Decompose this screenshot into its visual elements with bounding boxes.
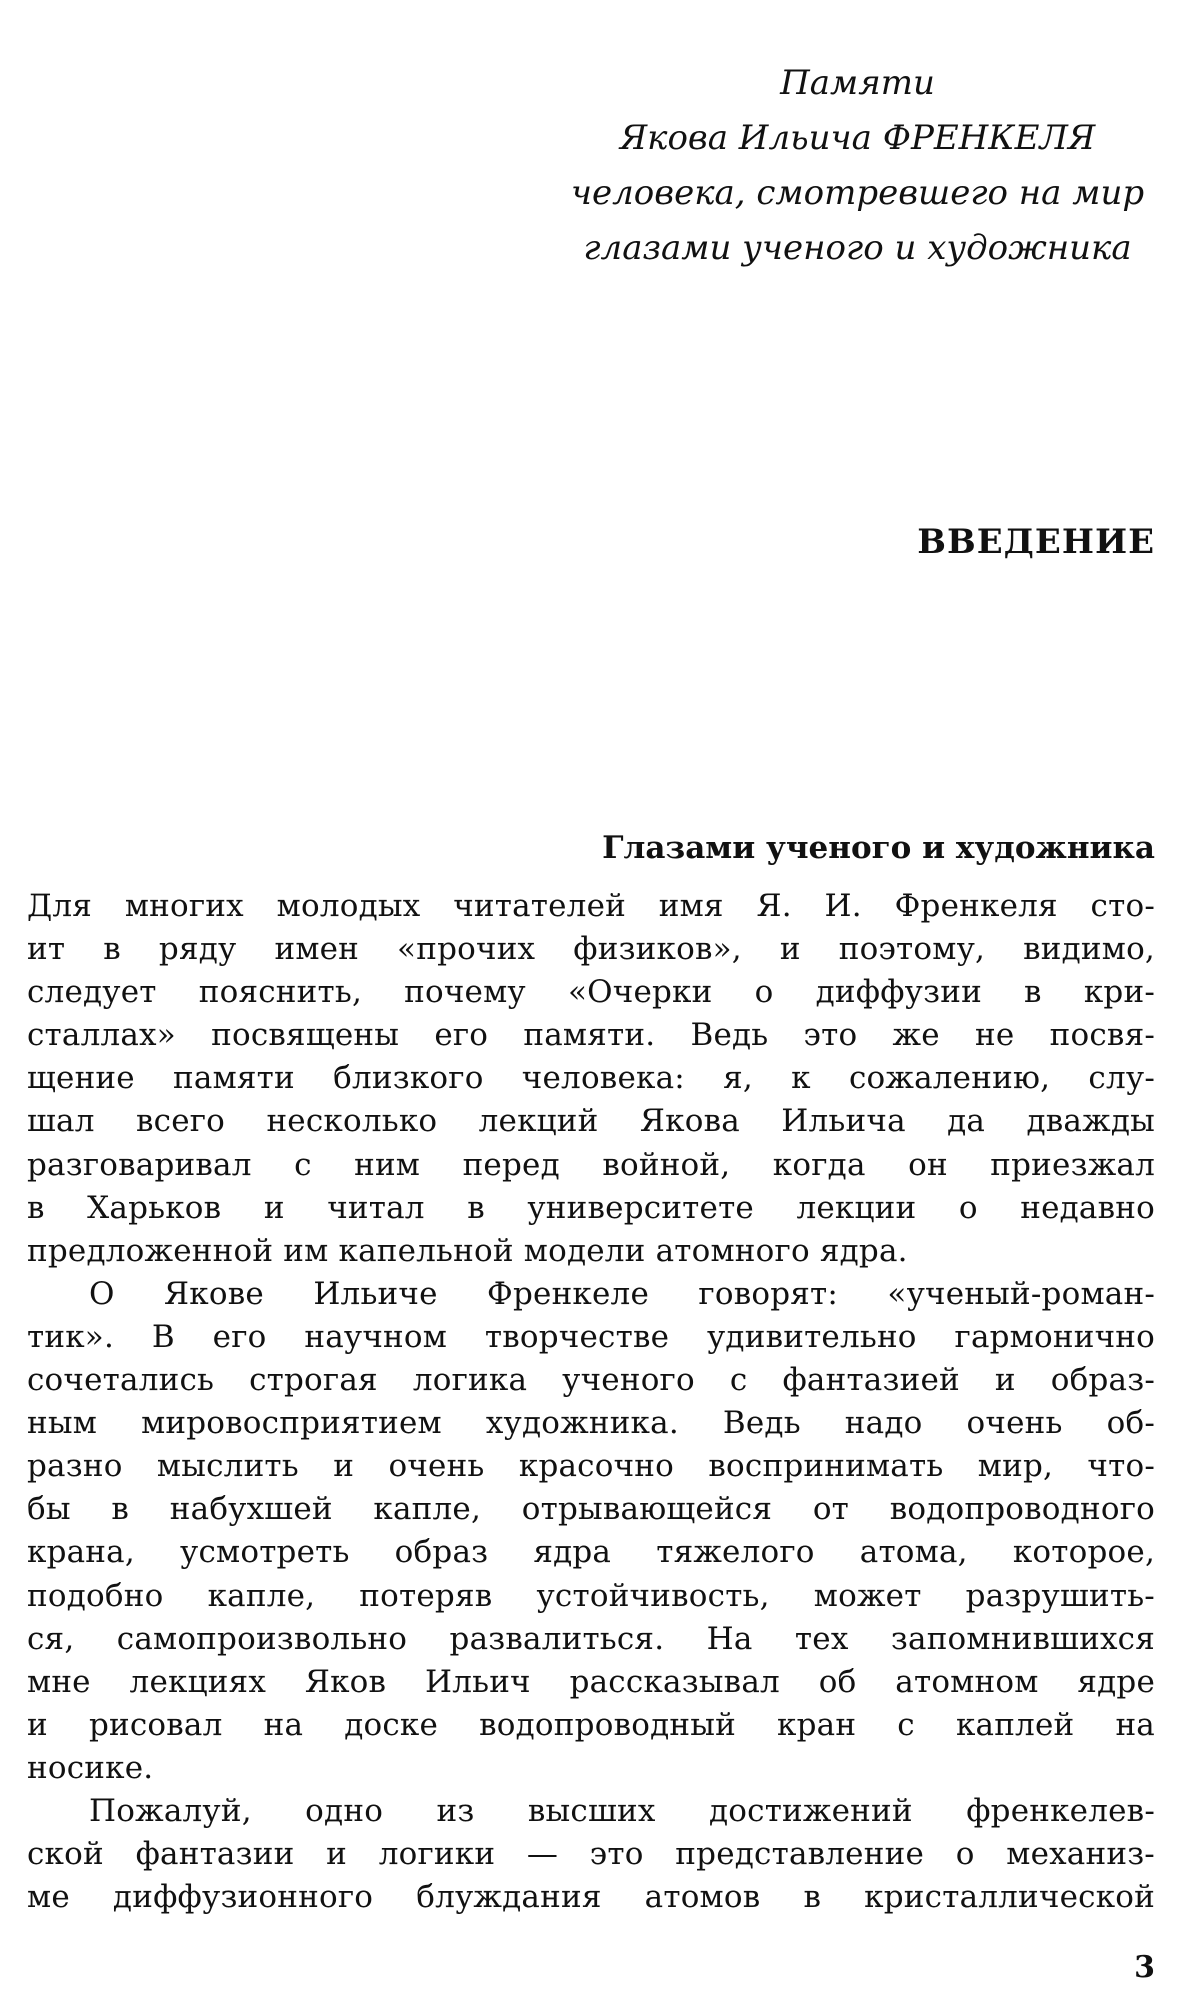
section-title: Глазами ученого и художника <box>602 830 1155 866</box>
text-line: подобно капле, потеряв устойчивость, может разрушить- <box>27 1577 1155 1614</box>
dedication-line: Памяти <box>780 63 935 103</box>
text-line: ме диффузионного блуждания атомов в кристаллической <box>27 1879 1155 1916</box>
dedication-line: Якова Ильича ФРЕНКЕЛЯ <box>619 118 1096 158</box>
text-line: ит в ряду имен «прочих физиков», и поэтому, видимо, <box>27 931 1155 968</box>
dedication-epigraph <box>560 56 1155 276</box>
chapter-title: ВВЕДЕНИЕ <box>917 522 1155 562</box>
dedication-line: глазами ученого и художника <box>583 228 1132 268</box>
text-line: следует пояснить, почему «Очерки о диффузии в кри- <box>27 974 1155 1011</box>
text-line: сочетались строгая логика ученого с фантазией и образ- <box>27 1362 1155 1399</box>
text-line: разговаривал с ним перед войной, когда он приезжал <box>27 1146 1155 1183</box>
page-number: 3 <box>1134 1950 1155 1985</box>
text-line: Для многих молодых читателей имя Я. И. Френкеля сто- <box>27 888 1155 924</box>
text-line: Пожалуй, одно из высших достижений френкелев- <box>89 1792 1155 1829</box>
text-line: щение памяти близкого человека: я, к сожалению, слу- <box>27 1060 1155 1097</box>
text-line: носике. <box>27 1749 154 1786</box>
text-line: шал всего несколько лекций Якова Ильича да дважды <box>27 1103 1155 1140</box>
text-line: О Якове Ильиче Френкеле говорят: «ученый-роман- <box>89 1275 1155 1312</box>
text-line: крана, усмотреть образ ядра тяжелого атома, которое, <box>27 1534 1155 1571</box>
text-line: бы в набухшей капле, отрывающейся от водопроводного <box>27 1491 1155 1528</box>
text-line: предложенной им капельной модели атомного ядра. <box>27 1232 908 1269</box>
text-line: ся, самопроизвольно развалиться. На тех запомнившихся <box>27 1620 1155 1657</box>
text-line: и рисовал на доске водопроводный кран с каплей на <box>27 1706 1155 1743</box>
text-line: мне лекциях Яков Ильич рассказывал об атомном ядре <box>27 1663 1155 1700</box>
text-line: ным мировосприятием художника. Ведь надо очень об- <box>27 1405 1155 1442</box>
text-line: ской фантазии и логики — это представление о механиз- <box>27 1836 1155 1873</box>
text-line: тик». В его научном творчестве удивительно гармонично <box>27 1318 1155 1355</box>
body-text <box>27 885 1155 1919</box>
dedication-line: человека, смотревшего на мир <box>570 173 1145 213</box>
text-line: в Харьков и читал в университете лекции о недавно <box>27 1189 1155 1226</box>
text-line: сталлах» посвящены его памяти. Ведь это же не посвя- <box>27 1017 1155 1054</box>
text-line: разно мыслить и очень красочно воспринимать мир, что- <box>27 1448 1155 1485</box>
